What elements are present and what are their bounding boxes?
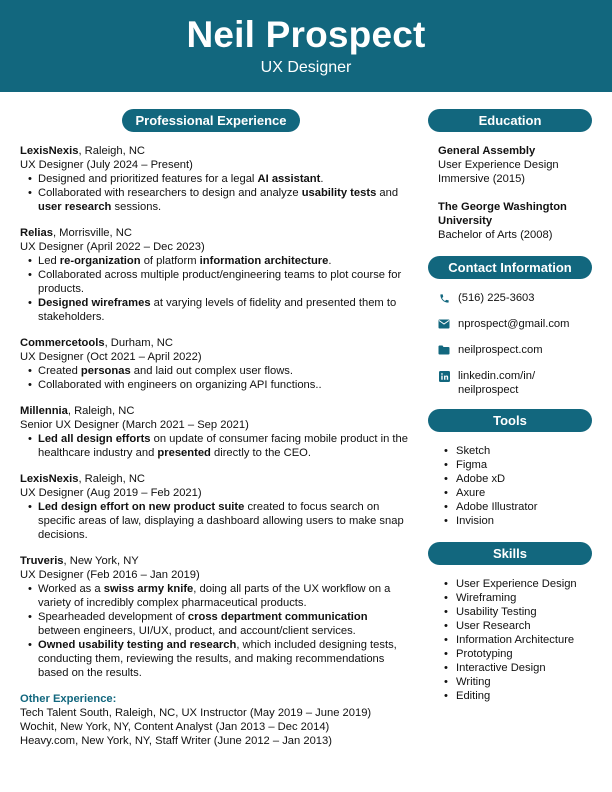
job-header [20,144,410,158]
bullet-emphasis: Owned usability testing and research [38,639,237,651]
job-list [20,144,410,680]
education-entry [438,144,592,186]
job-entry [20,554,410,680]
job-company: LexisNexis [20,145,79,157]
skill-item: • User Research [444,619,592,633]
bullet-text: of platform [140,255,200,267]
bullet-emphasis: Led design effort on new product suite [38,501,245,513]
education-list [438,144,592,242]
skill-item: • Interactive Design [444,661,592,675]
job-entry [20,336,410,392]
job-bullet [28,582,410,610]
job-bullet [28,500,410,542]
job-entry [20,404,410,460]
job-header [20,404,410,418]
bullet-emphasis: Designed wireframes [38,297,151,309]
tool-item: • Invision [444,514,592,528]
education-degree: Bachelor of Arts (2008) [438,229,553,241]
contact-item [438,317,592,331]
job-role: UX Designer (July 2024 – Present) [20,159,193,171]
job-bullets [28,500,410,542]
job-bullet [28,364,410,378]
job-location: , Raleigh, NC [67,405,135,417]
skill-item: • Editing [444,689,592,703]
skills-list [444,577,592,703]
job-bullet [28,254,410,268]
experience-heading: Professional Experience [122,109,300,132]
job-entry [20,472,410,542]
tool-item: • Figma [444,458,592,472]
job-bullet [28,296,410,324]
job-location: , Raleigh, NC [78,145,145,157]
bullet-emphasis: AI assistant [257,173,321,185]
job-company: Millennia [20,405,68,417]
folder-icon [438,343,450,357]
candidate-title: UX Designer [260,59,352,76]
bullet-text: , doing all parts of the UX workflow on a variety of incredibly complex pharmaceutical products. [38,583,391,609]
job-header [20,336,410,350]
contact-text: neilprospect.com [458,344,543,356]
bullet-emphasis: information architecture [199,255,329,267]
contact-text: nprospect@gmail.com [458,318,570,330]
job-bullet [28,268,410,296]
bullet-emphasis: presented [157,447,211,459]
candidate-name: Neil Prospect [186,14,426,55]
bullet-emphasis: cross department communication [187,611,368,623]
bullet-text: Designed and prioritized features for a legal [38,173,258,185]
bullet-text: Collaborated with researchers to design and analyze [38,187,302,199]
education-degree: User Experience Design Immersive (2015) [438,159,559,185]
bullet-emphasis: swiss army knife [103,583,194,595]
job-header [20,226,410,240]
bullet-emphasis: user research [38,201,112,213]
bullet-text: on update of consumer facing mobile product in the healthcare industry and [38,433,408,459]
bullet-emphasis: Led all design efforts [38,433,151,445]
bullet-emphasis: personas [80,365,131,377]
bullet-emphasis: re-organization [59,255,141,267]
experience-column [20,109,410,748]
job-location: , Durham, NC [104,337,173,349]
other-experience-item: Wochit, New York, NY, Content Analyst (Jan 2013 – Dec 2014) [20,721,330,733]
tools-heading: Tools [428,409,592,432]
job-role: Senior UX Designer (March 2021 – Sep 2021) [20,419,249,431]
job-bullet [28,186,410,214]
job-bullets [28,172,410,214]
job-location: , New York, NY [63,555,139,567]
job-role: UX Designer (April 2022 – Dec 2023) [20,241,205,253]
job-bullet [28,432,410,460]
bullet-text: directly to the CEO. [210,447,311,459]
other-experience-item: Heavy.com, New York, NY, Staff Writer (June 2012 – Jan 2013) [20,735,332,747]
skill-item: • Information Architecture [444,633,592,647]
job-location: , Raleigh, NC [78,473,145,485]
bullet-text: and [376,187,399,199]
contact-item [438,369,592,397]
contact-text: linkedin.com/in/ neilprospect [458,370,536,396]
tool-item: • Adobe xD [444,472,592,486]
job-bullet [28,378,410,392]
contact-text: (516) 225-3603 [458,292,535,304]
other-experience-list [20,706,410,748]
skill-item: • Wireframing [444,591,592,605]
bullet-text: . [320,173,324,185]
skills-heading: Skills [428,542,592,565]
skill-item: • Usability Testing [444,605,592,619]
contact-heading: Contact Information [428,256,592,279]
bullet-emphasis: usability tests [301,187,377,199]
job-header [20,472,410,486]
job-company: LexisNexis [20,473,79,485]
job-bullets [28,432,410,460]
education-school: General Assembly [438,145,536,157]
sidebar-column [428,109,592,717]
job-bullets [28,364,410,392]
contact-item [438,343,592,357]
bullet-text: created to focus search on specific areas of law, displaying a dashboard allowing users to make snap decisions. [38,501,404,541]
other-experience-item: Tech Talent South, Raleigh, NC, UX Instructor (May 2019 – June 2019) [20,707,372,719]
bullet-text: , which included designing tests, conducting them, reviewing the results, and making recommendations based on the results. [38,639,397,679]
job-bullets [28,582,410,680]
bullet-text: Collaborated across multiple product/engineering teams to plot course for products. [38,269,402,295]
job-role: UX Designer (Oct 2021 – April 2022) [20,351,202,363]
job-entry [20,144,410,214]
contact-list [438,291,592,397]
contact-item [438,291,592,305]
bullet-text: Worked as a [38,583,104,595]
bullet-text: and laid out complex user flows. [130,365,293,377]
skill-item: • User Experience Design [444,577,592,591]
bullet-text: . [328,255,332,267]
tool-item: • Adobe Illustrator [444,500,592,514]
job-entry [20,226,410,324]
bullet-text: at varying levels of fidelity and presented them to stakeholders. [38,297,397,323]
job-bullets [28,254,410,324]
bullet-text: between engineers, UI/UX, product, and account/client services. [38,625,356,637]
other-experience-heading: Other Experience: [20,693,117,705]
tools-list [444,444,592,528]
job-bullet [28,610,410,638]
job-company: Truveris [20,555,64,567]
bullet-text: Created [38,365,81,377]
tool-item: • Sketch [444,444,592,458]
education-school: The George Washington University [438,201,567,227]
education-heading: Education [428,109,592,132]
phone-icon [438,291,450,305]
job-company: Commercetools [20,337,105,349]
job-bullet [28,638,410,680]
job-role: UX Designer (Aug 2019 – Feb 2021) [20,487,202,499]
bullet-text: Led [38,255,60,267]
bullet-text: Spearheaded development of [38,611,188,623]
resume-header [0,0,612,92]
bullet-text: Collaborated with engineers on organizing API functions.. [38,379,322,391]
education-entry [438,200,592,242]
skill-item: • Prototyping [444,647,592,661]
skill-item: • Writing [444,675,592,689]
bullet-text: sessions. [111,201,162,213]
job-location: , Morrisville, NC [52,227,132,239]
email-icon [438,317,450,331]
job-header [20,554,410,568]
linkedin-icon [438,369,450,383]
job-role: UX Designer (Feb 2016 – Jan 2019) [20,569,200,581]
job-bullet [28,172,410,186]
tool-item: • Axure [444,486,592,500]
job-company: Relias [20,227,53,239]
